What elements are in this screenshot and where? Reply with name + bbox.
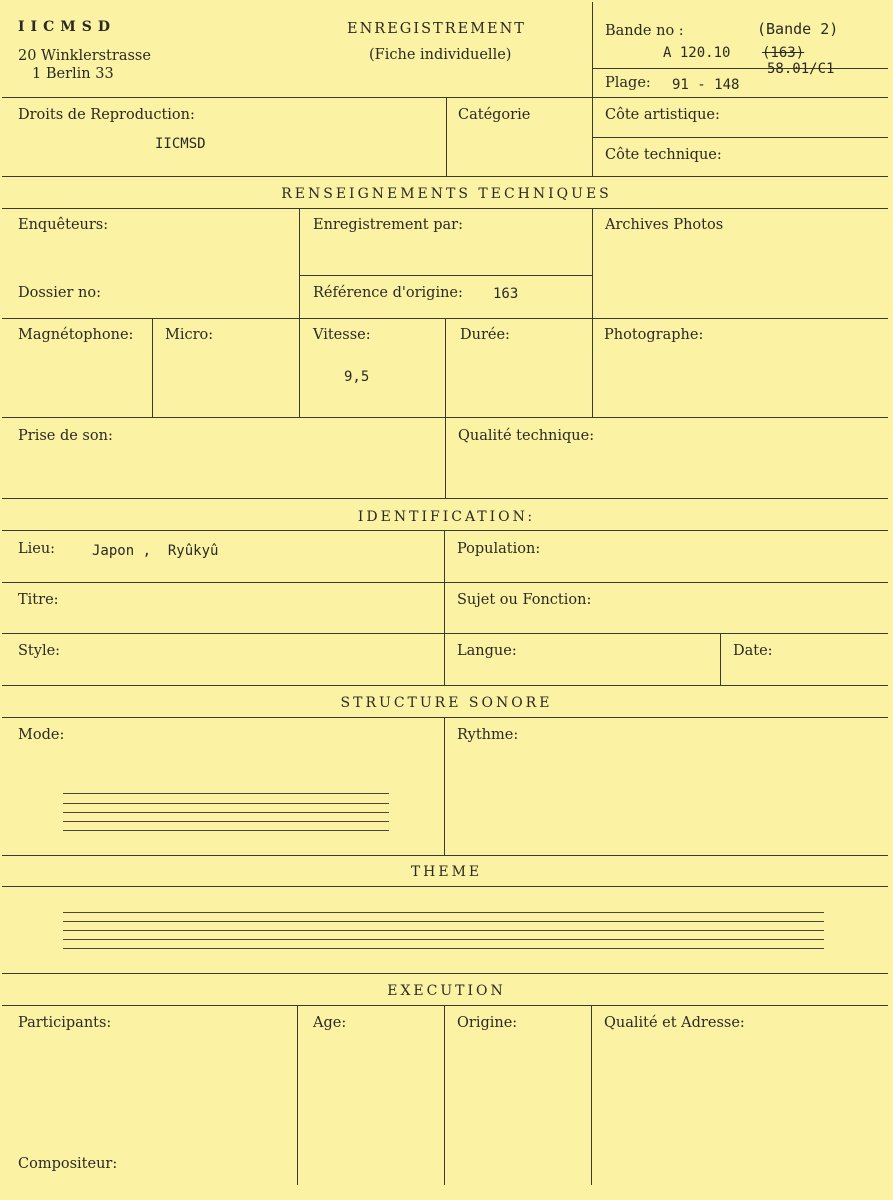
micro-label: Micro: [165, 327, 214, 343]
reference-label: Référence d'origine: [313, 285, 463, 301]
bande-value: A 120.10 [663, 45, 731, 61]
rule-id-bottom [2, 685, 888, 686]
rule-technical-title [2, 208, 888, 209]
rule-enregistrement [299, 275, 592, 276]
technical-section-title: RENSEIGNEMENTS TECHNIQUES [281, 186, 612, 202]
execution-section-title: EXECUTION [387, 983, 506, 999]
vrule-tech-a [299, 208, 300, 417]
lieu-value: Japon , Ryûkyû [92, 543, 219, 559]
cote-artistique-label: Côte artistique: [605, 107, 720, 123]
date-label: Date: [733, 643, 773, 659]
vitesse-label: Vitesse: [313, 327, 371, 343]
photographe-label: Photographe: [604, 327, 704, 343]
theme-line-5 [63, 948, 824, 949]
rule-header-bottom [2, 97, 888, 98]
rule-bande-plage [593, 68, 888, 69]
mode-line-4 [63, 821, 389, 822]
vrule-age [297, 1005, 298, 1185]
bande-note: (Bande 2) [757, 20, 839, 38]
bande-code: 58.01/C1 [767, 61, 835, 77]
langue-label: Langue: [457, 643, 517, 659]
rule-execution-title [2, 1005, 888, 1006]
prise-de-son-label: Prise de son: [18, 428, 113, 444]
style-label: Style: [18, 643, 61, 659]
theme-line-1 [63, 912, 824, 913]
vrule-micro [152, 318, 153, 417]
qualite-adresse-label: Qualité et Adresse: [604, 1015, 745, 1031]
bande-crossed: (163) [762, 45, 805, 61]
theme-line-2 [63, 921, 824, 922]
rule-identification-title [2, 530, 888, 531]
bande-label: Bande no : [605, 23, 684, 39]
mode-line-5 [63, 830, 389, 831]
reference-value: 163 [493, 286, 519, 302]
form-title: ENREGISTREMENT [347, 21, 526, 37]
vrule-rythme [444, 717, 445, 855]
vrule-duree [445, 318, 446, 498]
theme-line-3 [63, 930, 824, 931]
institute-street: 20 Winklerstrasse [18, 48, 151, 64]
sujet-label: Sujet ou Fonction: [457, 592, 592, 608]
age-label: Age: [313, 1015, 347, 1031]
enqueteurs-label: Enquêteurs: [18, 217, 109, 233]
rule-structure-bottom [2, 855, 888, 856]
rule-id-row2 [2, 633, 888, 634]
theme-section-title: THEME [410, 864, 483, 880]
vrule-identification [444, 530, 445, 685]
vitesse-value: 9,5 [344, 369, 370, 385]
archives-photos-label: Archives Photos [605, 217, 724, 233]
compositeur-label: Compositeur: [18, 1156, 118, 1172]
origine-label: Origine: [457, 1015, 518, 1031]
vrule-categorie [446, 97, 447, 176]
plage-value: 91 - 148 [672, 77, 740, 93]
vrule-header [592, 2, 593, 176]
vrule-qualite [591, 1005, 592, 1185]
droits-label: Droits de Reproduction: [18, 107, 195, 123]
mode-line-3 [63, 812, 389, 813]
rule-theme-title [2, 886, 888, 887]
qualite-technique-label: Qualité technique: [458, 428, 595, 444]
rule-cote [593, 137, 888, 138]
titre-label: Titre: [18, 592, 59, 608]
magnetophone-label: Magnétophone: [18, 327, 134, 343]
rule-rights-bottom [2, 176, 888, 177]
identification-section-title: IDENTIFICATION: [357, 509, 536, 525]
lieu-label: Lieu: [18, 541, 56, 557]
mode-label: Mode: [18, 727, 65, 743]
cote-technique-label: Côte technique: [605, 147, 722, 163]
rule-theme-bottom [2, 973, 888, 974]
plage-label: Plage: [605, 75, 651, 91]
population-label: Population: [457, 541, 541, 557]
participants-label: Participants: [18, 1015, 112, 1031]
form-subtitle: (Fiche individuelle) [369, 47, 512, 63]
vrule-origine [444, 1005, 445, 1185]
vrule-tech-b [592, 208, 593, 417]
duree-label: Durée: [460, 327, 510, 343]
structure-section-title: STRUCTURE SONORE [340, 695, 553, 711]
rule-structure-title [2, 717, 888, 718]
rule-technical-bottom [2, 498, 888, 499]
enregistrement-par-label: Enregistrement par: [313, 217, 463, 233]
categorie-label: Catégorie [458, 107, 531, 123]
rythme-label: Rythme: [457, 727, 519, 743]
mode-line-2 [63, 803, 389, 804]
theme-line-4 [63, 939, 824, 940]
dossier-label: Dossier no: [18, 285, 101, 301]
institute-logo: IICMSD [18, 19, 116, 35]
mode-line-1 [63, 793, 389, 794]
droits-value: IICMSD [155, 136, 206, 152]
vrule-date [720, 633, 721, 685]
rule-id-row1 [2, 582, 888, 583]
institute-city: 1 Berlin 33 [32, 66, 114, 82]
